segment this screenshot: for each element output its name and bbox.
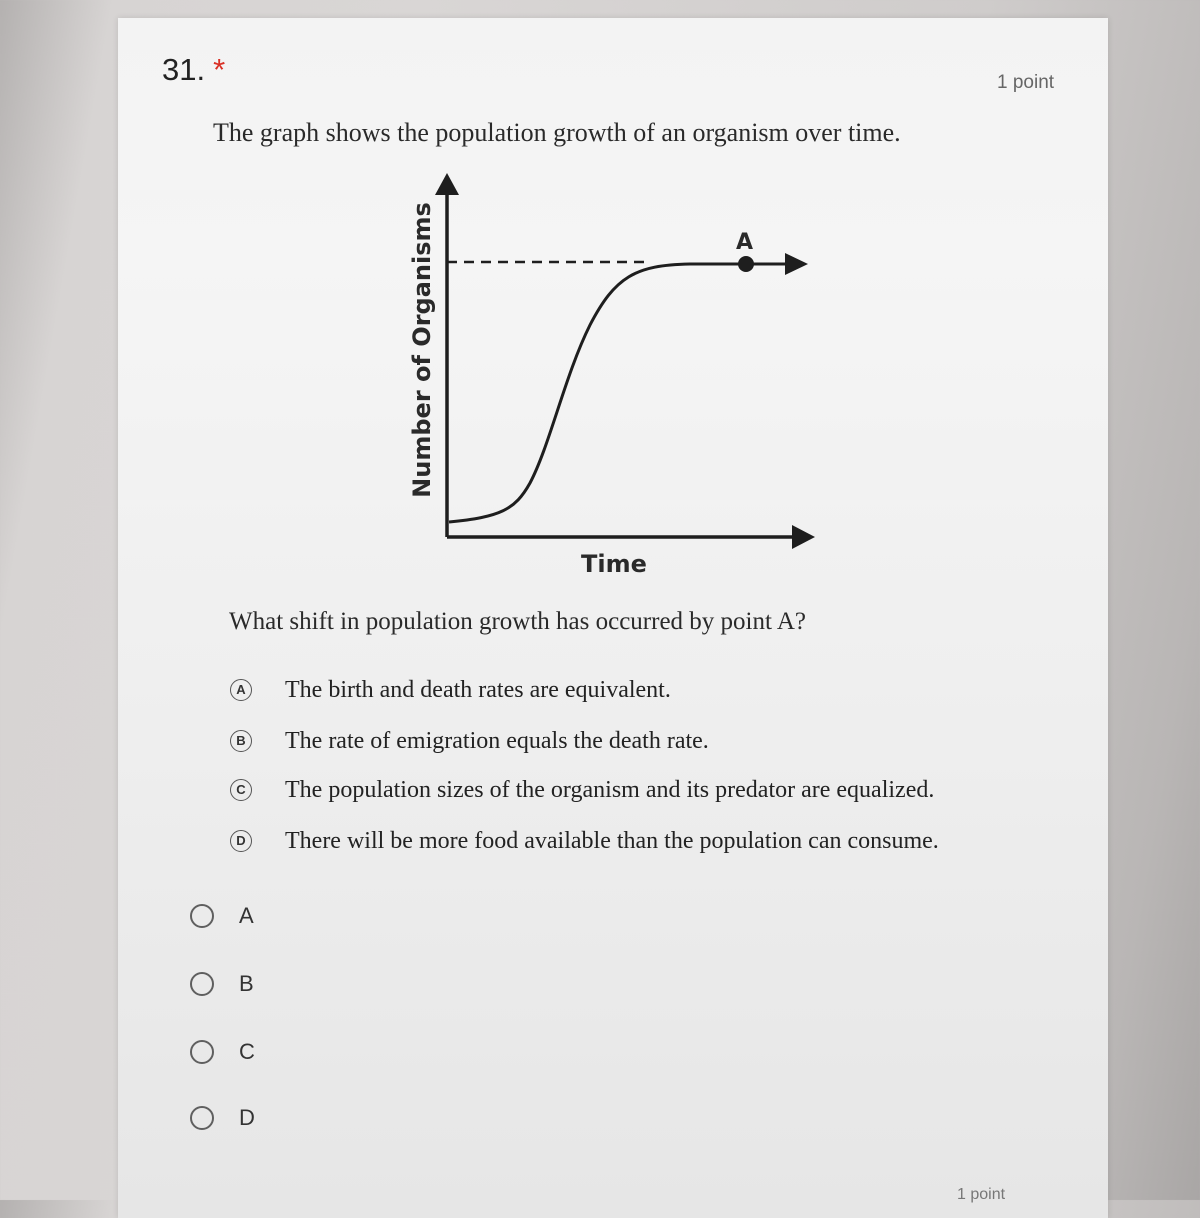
answer-option-b[interactable]: [190, 971, 254, 997]
radio-button-a[interactable]: [190, 904, 214, 928]
answer-label-a[interactable]: A: [239, 903, 254, 928]
answer-option-d[interactable]: [190, 1105, 255, 1131]
choice-d: [230, 826, 939, 856]
required-asterisk: *: [213, 52, 226, 87]
answer-option-a[interactable]: [190, 903, 254, 929]
curve-arrow: [785, 253, 808, 275]
points-label: 1 point: [997, 72, 1055, 93]
choice-text-a: The birth and death rates are equivalent.: [285, 676, 671, 703]
x-axis-label: Time: [581, 550, 647, 578]
choice-letter-a: A: [230, 679, 252, 701]
choice-letter-c: C: [230, 779, 252, 801]
choice-letter-d: D: [230, 830, 252, 852]
point-a-label: A: [736, 230, 754, 255]
radio-button-b[interactable]: [190, 972, 214, 996]
question-prompt: What shift in population growth has occurred by point A?: [229, 608, 806, 635]
answer-label-c[interactable]: C: [239, 1039, 255, 1064]
choice-text-b: The rate of emigration equals the death rate.: [285, 727, 709, 754]
choice-text-c: The population sizes of the organism and its predator are equalized.: [285, 776, 935, 803]
choice-letter-b: B: [230, 730, 252, 752]
choice-c: [230, 775, 934, 805]
growth-curve: [449, 264, 785, 522]
answer-label-b[interactable]: B: [239, 971, 254, 996]
y-axis-arrow: [435, 173, 459, 195]
next-question-points: 1 point: [957, 1186, 1006, 1203]
point-a-marker: [738, 256, 754, 272]
x-axis-arrow: [792, 525, 815, 549]
y-axis-label: Number of Organisms: [408, 202, 436, 498]
radio-button-d[interactable]: [190, 1106, 214, 1130]
answer-label-d[interactable]: D: [239, 1105, 255, 1130]
radio-button-c[interactable]: [190, 1040, 214, 1064]
choice-a: [230, 675, 671, 705]
question-number: 31. *: [162, 52, 226, 87]
question-stem: The graph shows the population growth of an organism over time.: [213, 118, 901, 147]
choice-text-d: There will be more food available than the population can consume.: [285, 827, 939, 854]
choice-b: [230, 726, 709, 756]
population-graph: [390, 165, 830, 590]
answer-option-c[interactable]: [190, 1039, 255, 1065]
